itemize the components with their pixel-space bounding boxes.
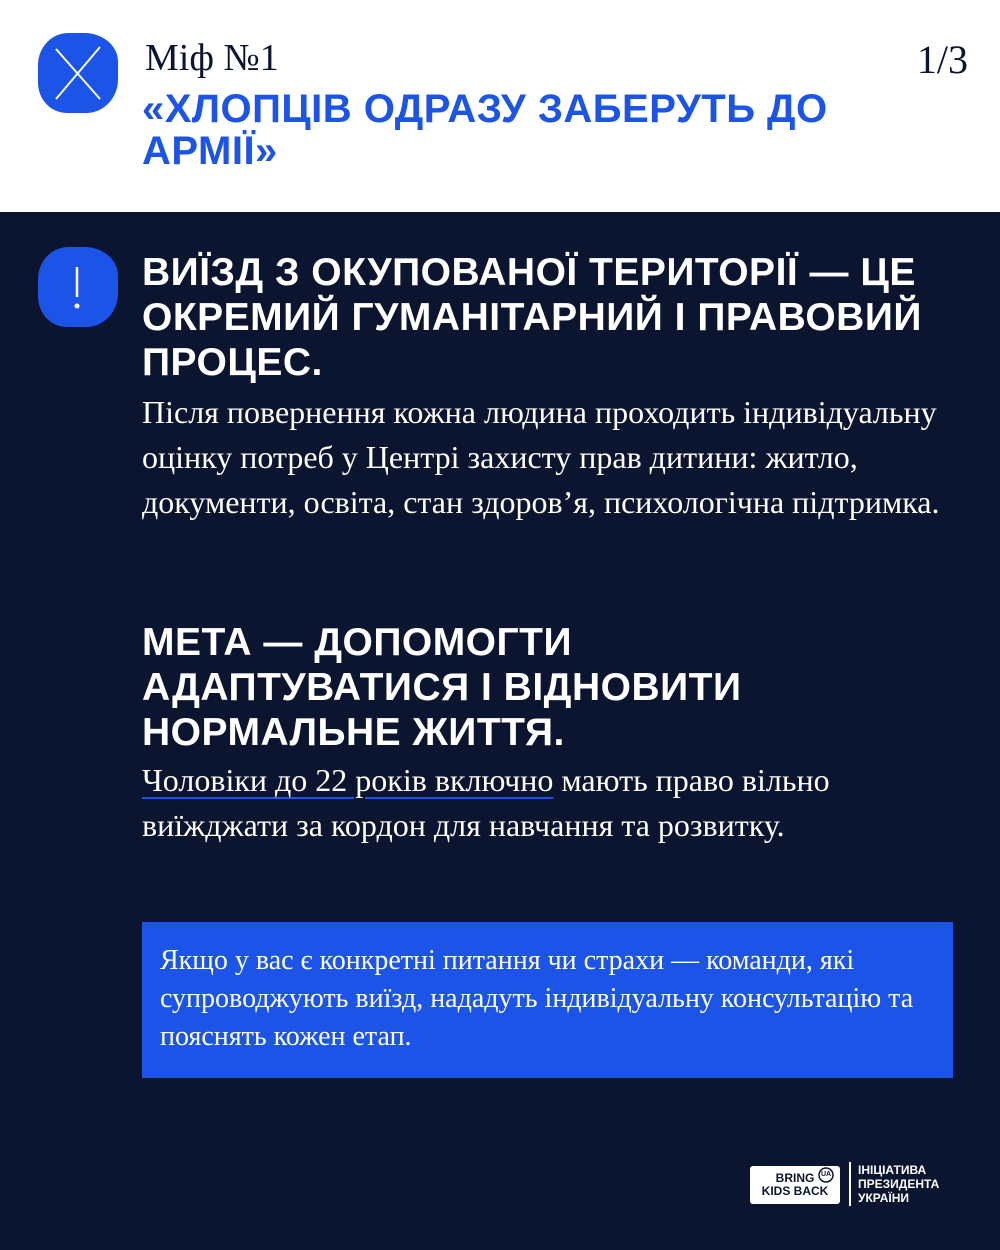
- initiative-line2: ПРЕЗИДЕНТА: [858, 1177, 940, 1191]
- myth-title: «ХЛОПЦІВ ОДРАЗУ ЗАБЕРУТЬ ДО АРМІЇ»: [142, 87, 828, 173]
- fact-paragraph: Після повернення кожна людина проходить індивідуальну оцінку потреб у Центрі захисту прав дитини: житло, документи, освіта, стан здоров’я, психологічна підтримка.: [142, 394, 940, 520]
- bring-kids-back-logo: [750, 1166, 840, 1204]
- info-box: [142, 922, 953, 1078]
- fact-heading: ВИЇЗД З ОКУПОВАНОЇ ТЕРИТОРІЇ — ЦЕ ОКРЕМИЙ ГУМАНІТАРНИЙ І ПРАВОВИЙ ПРОЦЕС.: [142, 251, 922, 384]
- cross-icon: [38, 33, 118, 113]
- rights-paragraph-text: мають право вільно виїжджати за кордон для навчання та розвитку.: [142, 762, 830, 843]
- info-text: Якщо у вас є конкретні питання чи страхи — команди, які супроводжують виїзд, нададуть індивідуальну консультацію та пояснять кожен етап.: [160, 945, 914, 1052]
- logo-badge: UA: [820, 1171, 832, 1178]
- logo-line1: BRING: [775, 1171, 815, 1185]
- logo-divider: [849, 1162, 851, 1206]
- highlighted-phrase: Чоловіки до 22 років включно: [142, 762, 554, 798]
- initiative-line1: ІНІЦІАТИВА: [858, 1163, 927, 1177]
- initiative-line3: УКРАЇНИ: [858, 1191, 910, 1205]
- goal-heading: МЕТА — ДОПОМОГТИ АДАПТУВАТИСЯ І ВІДНОВИТИ НОРМАЛЬНЕ ЖИТТЯ.: [142, 621, 742, 754]
- exclamation-icon: [38, 247, 118, 327]
- initiative-label: [858, 1163, 978, 1205]
- page-counter: 1/3: [916, 37, 968, 82]
- rights-paragraph: [142, 758, 932, 848]
- myth-label: Міф №1: [145, 37, 279, 79]
- logo-line2: KIDS BACK: [761, 1184, 829, 1198]
- header: [0, 0, 1000, 212]
